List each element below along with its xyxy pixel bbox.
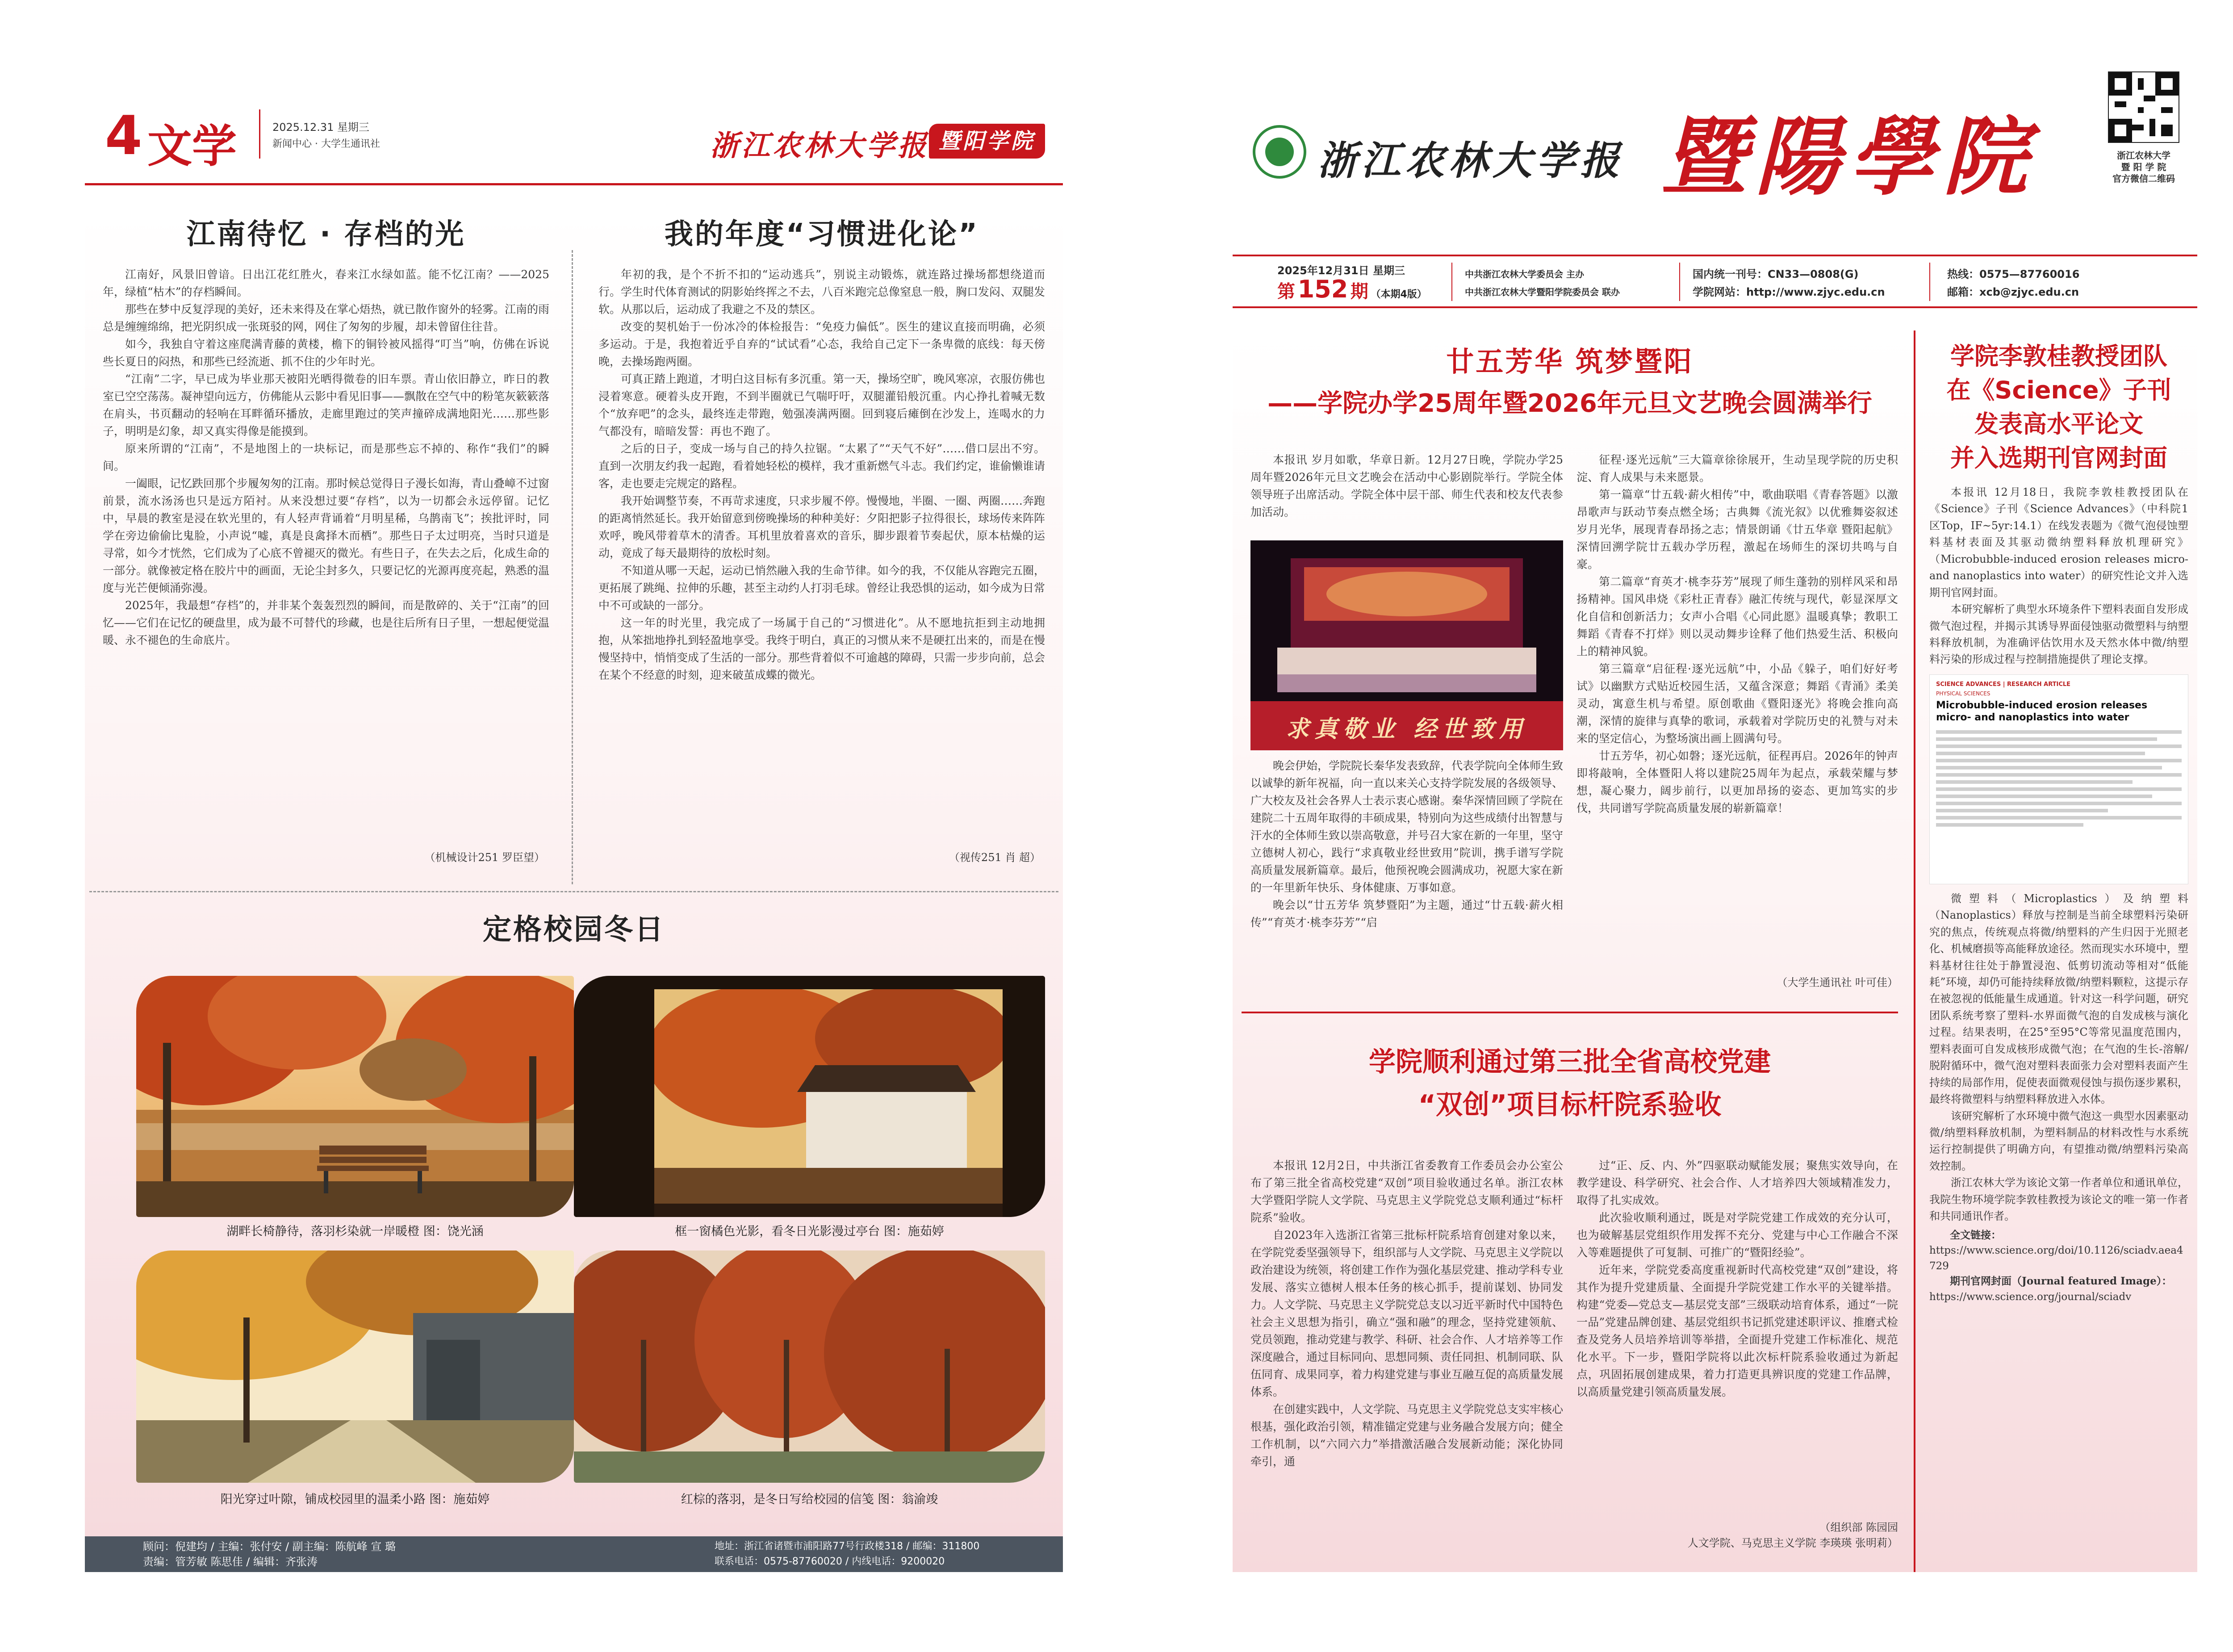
paragraph: 本报讯 12月2日，中共浙江省委教育工作委员会办公室公布了第三批全省高校党建“双创”项目验收通过名单。浙江农林大学暨阳学院人文学院、马克思主义学院党总支顺利通过“标杆院系”验收。	[1250, 1159, 1563, 1224]
qr-caption-line: 官方微信二维码	[2112, 173, 2175, 184]
paper-thumbnail	[1929, 674, 2188, 884]
text-line	[1936, 816, 2182, 820]
text-line	[1936, 773, 2182, 777]
info-divider	[1929, 263, 1930, 301]
article-credit: （机械设计251 罗臣望）	[424, 851, 545, 864]
article-jiangnan	[103, 210, 549, 649]
paragraph: 在创建实践中，人文学院、马克思主义学院党总支实牢核心根基，强化政治引领，精准锚定党建与业务融合发展方向；健全工作机制，以“六同六力”举措激活融合发展新动能；深化协同牵引，通	[1250, 1403, 1564, 1468]
paper-journal-header: SCIENCE ADVANCES | RESEARCH ARTICLE	[1936, 681, 2071, 688]
column-divider	[572, 250, 573, 884]
section-divider	[89, 891, 1058, 892]
article-body	[103, 266, 549, 649]
lead-title-line1: 廿五芳华 筑梦暨阳	[1446, 345, 1694, 378]
issue-date: 2025年12月31日 星期三	[1277, 264, 1405, 277]
paragraph: 本研究解析了典型水环境条件下塑料表面自发形成微气泡过程，并揭示其诱导界面侵蚀驱动微塑料与纳塑料释放机制，为准确评估饮用水及天然水体中微/纳塑料污染的形成过程与控制措施提供了理论支撑。	[1929, 603, 2188, 666]
photo-caption: 红棕的落羽，是冬日写给校园的信笺 图：翁渝竣	[681, 1493, 938, 1506]
paragraph: 晚会伊始，学院院长秦华发表致辞，代表学院向全体师生致以诚挚的新年祝福，向一直以来关心支持学院发展的各级领导、广大校友及社会各界人士表示衷心感谢。秦华深情回顾了学院在建院二十五周年取得的丰硕成果，特别向为这些成绩付出智慧与汗水的全体师生致以崇高敬意，并号召大家在新的一年里，坚守立德树人初心，践行“求真敬业经世致用”院训，携手谱写学院高质量发展新篇章。最后，他预祝晚会圆满成功，祝愿大家在新的一年里新年快乐、身体健康、万事如意。	[1250, 759, 1564, 894]
header-badge	[929, 124, 1045, 159]
photo-section-title: 定格校园冬日	[483, 913, 665, 946]
section-rule	[1242, 1012, 1898, 1013]
paragraph: 此次验收顺利通过，既是对学院党建工作成效的充分认可，也为破解基层党组织作用发挥不充分、党建与中心工作融合不深入等难题提供了可复制、可推广的“暨阳经验”。	[1576, 1211, 1898, 1259]
issue-info-band	[1233, 255, 2197, 308]
paragraph: “江南”二字，早已成为毕业那天被阳光晒得微卷的旧车票。青山依旧静立，昨日的教室已空空荡荡。凝神望向远方，仿佛能从云影中看见旧事——飘散在空气中的粉笔灰簌簌落在肩头，书页翻动的轻响在耳畔循环播放，走廊里跑过的笑声撞碎成满地阳光……那些影子，明明是幻象，却又真实得像是能摸到。	[103, 372, 550, 438]
paragraph: 廿五芳华，初心如磐；逐光远航，征程再启。2026年的钟声即将敲响，全体暨阳人将以建院25周年为起点，承载荣耀与梦想，凝心聚力，阔步前行，以更加昂扬的姿态、更加笃实的步伐，共同谱写学院高质量发展的崭新篇章！	[1576, 749, 1898, 815]
science-title	[1929, 339, 2188, 475]
page-number: 4	[105, 105, 142, 167]
issue-number-value: 152	[1297, 275, 1348, 303]
column-rule	[1914, 330, 1915, 1572]
paragraph: 之后的日子，变成一场与自己的持久拉锯。“太累了”“天气不好”……借口层出不穷。直到一次朋友约我一起跑，看着她轻松的模样，我才重新燃气斗志。我们约定，谁偷懒谁请客，走也要走完规定的路程。	[598, 442, 1045, 490]
photo-caption: 湖畔长椅静待，落羽杉染就一岸暖橙 图：饶光涵	[226, 1225, 484, 1238]
photo-red-cypress	[574, 1251, 1045, 1483]
text-line	[1936, 809, 2108, 812]
text-line	[1936, 766, 2162, 770]
paragraph: 晚会以“廿五芳华 筑梦暨阳”为主题，通过“廿五载·薪火相传”“育英才·桃李芬芳”“启	[1250, 899, 1563, 929]
photo-sunlit-path	[136, 1251, 574, 1483]
paper-category: PHYSICAL SCIENCES	[1936, 690, 1990, 697]
paragraph: 自2023年入选浙江省第三批标杆院系培育创建对象以来，在学院党委坚强领导下，组织部与人文学院、马克思主义学院以政治建设为统领，将创建工作作为强化基层党建、推动学科专业发展、落实立德树人根本任务的核心抓手，提前谋划、协同发力。人文学院、马克思主义学院党总支以习近平新时代中国特色社会主义思想为指引，确立“强和融”的理念，坚持党建领航、党员领跑，推动党建与教学、科研、社会合作、人才培养等工作深度融合，通过目标同向、思想同频、责任同担、机制同联、队伍同育、成果同享，着力构建党建与事业互融互促的高质量发展体系。	[1250, 1229, 1564, 1398]
lead-credit: （大学生通讯社 叶可佳）	[1777, 976, 1898, 989]
paragraph: 征程·逐光远航”三大篇章徐徐展开，生动呈现学院的历史积淀、育人成果与未来愿景。	[1576, 453, 1898, 484]
window-image	[574, 976, 1045, 1217]
paragraph: 第三篇章“启征程·逐光远航”中，小品《躲子，咱们好好考试》以幽默方式贴近校园生活，又蕴含深意；舞蹈《青涌》柔美灵动，寓意生机与希望。原创歌曲《暨阳逐光》将晚会推向高潮，深情的旋律与真挚的歌词，承载着对学院历史的礼赞与对未来的坚定信心，为整场演出画上圆满句号。	[1576, 662, 1898, 745]
lead-column-1-continued	[1250, 757, 1563, 931]
contact-info	[1947, 265, 2079, 301]
lead-column-2	[1576, 451, 1898, 817]
paragraph: 本报讯 12月18日，我院李敦桂教授团队在《Science》子刊《Science Advances》（中科院1区Top，IF~5yr:14.1）在线发表题为《微气泡侵蚀塑料基材表面及其驱动微纳塑料释放机理研究》（Microbubble-induced erosion releases micro- and nanoplastics into water）的研究性论文并入选期刊官网封面。	[1929, 486, 2188, 599]
footer-staff	[143, 1539, 396, 1569]
party-column-2	[1576, 1157, 1898, 1401]
issue-suffix: 期	[1350, 281, 1368, 302]
science-body	[1929, 484, 2188, 668]
website-link[interactable]: 学院网站：http://www.zjyc.edu.cn	[1693, 286, 1885, 298]
cover-link[interactable]: https://www.science.org/journal/sciadv	[1929, 1291, 2132, 1303]
paragraph: 如今，我独自守着这座爬满青藤的黄楼，檐下的铜铃被风摇得“叮当”响，仿佛在诉说些长夏日的闷热，和那些已经流逝、抓不住的少年时光。	[103, 338, 549, 368]
paragraph: 原来所谓的“江南”，不是地图上的一块标记，而是那些忘不掉的、称作“我们”的瞬间。	[103, 442, 549, 473]
logo-inner	[1265, 138, 1294, 166]
article-title: 我的年度“习惯进化论”	[664, 218, 979, 251]
page-header	[85, 105, 1063, 172]
link-label: 全文链接：	[1950, 1229, 2001, 1241]
credit-line: 人文学院、马克思主义学院 李瑛瑛 张明莉）	[1687, 1537, 1898, 1549]
header-rule	[85, 183, 1063, 185]
party-credit	[1576, 1518, 1898, 1550]
qr-caption-line: 浙江农林大学	[2117, 150, 2170, 161]
science-title-line: 在《Science》子刊	[1946, 376, 2171, 404]
photo-window-pavilion	[574, 976, 1045, 1217]
party-article-title	[1242, 1041, 1898, 1122]
paragraph: 不知道从哪一天起，运动已悄然融入我的生命节律。如今的我，不仅能从容跑完五圈，更拓展了跳绳、拉伸的乐趣，甚至主动约人打羽毛球。曾经让我恐惧的运动，如今成为日常中不可或缺的一部分。	[598, 564, 1045, 612]
info-divider	[1679, 263, 1680, 301]
page-footer	[85, 1536, 1063, 1572]
photo-lakeside-bench	[136, 976, 574, 1217]
sponsor-line: 中共浙江农林大学委员会 主办	[1465, 269, 1584, 280]
lead-article	[1242, 339, 1898, 419]
school-logo	[1253, 125, 1306, 179]
issue-prefix: 第	[1277, 281, 1295, 302]
paragraph: 该研究解析了水环境中微气泡这一典型水因素驱动微/纳塑料释放机制，为塑料制品的材料改性与水系统运行控制提供了明确方向，有望推动微/纳塑料污染高效控制。	[1929, 1109, 2188, 1172]
issue-note: （本期4版）	[1371, 289, 1427, 300]
paragraph: 本报讯 岁月如歌，华章日新。12月27日晚，学院办学25周年暨2026年元旦文艺晚会在活动中心影剧院举行。学院全体领导班子出席活动。学院全体中层干部、师生代表和校友代表参加活动。	[1250, 453, 1564, 519]
text-line	[1936, 752, 2145, 755]
calligraphy-title: 暨陽學院	[1661, 107, 2037, 207]
qr-code-icon[interactable]	[2108, 71, 2179, 143]
footer-line: 联系电话：0575-87760020 / 内线电话：9200020	[715, 1556, 945, 1567]
hotline: 热线：0575—87760016	[1947, 268, 2080, 280]
text-line	[1936, 759, 2182, 762]
paragraph: 我开始调整节奏，不再苛求速度，只求步履不停。慢慢地，半圈、一圈、两圈……奔跑的距离悄然延长。我开始留意到傍晚操场的种种美好：夕阳把影子拉得很长，球场传来阵阵欢呼，晚风带着草木的清香。耳机里放着喜欢的音乐，脚步跟着节奏起伏，原本枯燥的运动，竟成了每天最期待的放松时刻。	[598, 494, 1045, 560]
email-link[interactable]: 邮箱：xcb@zjyc.edu.cn	[1947, 286, 2079, 298]
fulltext-link[interactable]: https://www.science.org/doi/10.1126/sciadv.aea4729	[1929, 1245, 2183, 1272]
sponsor-line: 中共浙江农林大学暨阳学院委员会 联办	[1465, 287, 1620, 297]
article-title: 江南待忆 · 存档的光	[186, 218, 466, 251]
credit-line: （组织部 陈园园	[1819, 1521, 1898, 1534]
paragraph: 2025年，我最想“存档”的，并非某个轰轰烈烈的瞬间，而是散碎的、关于“江南”的回忆——它们在记忆的硬盘里，成为最不可替代的珍藏，也是往后所有日子里，一想起便觉温暖、永不褪色的生命底片。	[103, 599, 550, 647]
text-line	[1936, 744, 2182, 748]
publication-info	[1693, 265, 1885, 301]
text-line	[1936, 795, 2152, 798]
header-badge-text: 暨阳学院	[938, 129, 1035, 154]
science-body-continued	[1929, 891, 2188, 1225]
masthead	[1233, 71, 2197, 241]
paragraph: 第二篇章“育英才·桃李芬芳”展现了师生蓬勃的别样风采和昂扬精神。国风串烧《彩杜正青春》融汇传统与现代，彰显深厚文化自信和创新活力；女声小合唱《心同此愿》温暖真挚；教职工舞蹈《青春不打烊》则以灵动舞步诠释了他们热爱生活、积极向上的精神风貌。	[1576, 575, 1898, 658]
cypress-image	[574, 1251, 1045, 1483]
paragraph: 第一篇章“廿五载·薪火相传”中，歌曲联唱《青春答题》以激昂歌声与跃动节奏点燃全场；古典舞《流光叙》以优雅舞姿叙述岁月光华，展现青春昂扬之志；情景朗诵《廿五华章 暨阳起航》深情回溯学院廿五载办学历程，激起在场师生的深切共鸣与自豪。	[1576, 488, 1898, 571]
qr-caption	[2103, 150, 2184, 184]
text-line	[1936, 730, 2182, 734]
article-body	[598, 266, 1045, 684]
paragraph: 那些在梦中反复浮现的美好，还未来得及在掌心焐热，就已散作窗外的轻雾。江南的雨总是缠缠绵绵，把光阴织成一张斑驳的网，网住了匆匆的步履，却未曾留住往昔。	[103, 303, 550, 333]
paragraph: 改变的契机始于一份冰冷的体检报告：“免疫力偏低”。医生的建议直接而明确，必须多运动。于是，我抱着近乎自弃的“试试看”心态，我给自己定下一条卑微的底线：每天傍晚，去操场跑两圈。	[598, 320, 1045, 368]
lead-column-1	[1250, 451, 1563, 521]
header-date: 2025.12.31 星期三	[272, 121, 370, 134]
header-paper-name: 浙江农林大学报	[710, 129, 929, 163]
party-title-line1: 学院顺利通过第三批全省高校党建	[1369, 1046, 1771, 1078]
cover-label: 期刊官网封面（Journal featured Image）：	[1950, 1275, 2172, 1288]
footer-line: 责编：管芳敏 陈思佳 / 编辑：齐张涛	[143, 1556, 318, 1568]
section-name: 文学	[147, 120, 237, 172]
lakeside-image	[136, 976, 574, 1217]
qr-caption-line: 暨 阳 学 院	[2121, 162, 2166, 172]
paragraph: 年初的我，是个不折不扣的“运动逃兵”，别说主动锻炼，就连路过操场都想绕道而行。学生时代体育测试的阴影始终挥之不去，八百米跑完总像窒息一般，胸口发闷、双腿发软。从那以后，运动成了我避之不及的禁区。	[598, 268, 1045, 316]
issue-number	[1277, 275, 1427, 303]
text-line	[1936, 823, 2083, 827]
right-page	[1143, 0, 2233, 1652]
footer-line: 地址：浙江省诸暨市浦阳路77号行政楼318 / 邮编：311800	[715, 1541, 980, 1552]
paragraph: 这一年的时光里，我完成了一场属于自己的“习惯进化”。从不愿地抗拒到主动地拥抱，从笨拙地挣扎到轻盈地享受。我终于明白，真正的习惯从来不是硬扛出来的，而是在慢慢坚持中，悄悄变成了生活的一部分。那些背着似不可逾越的障碍，只需一步步向前，总会在某个不经意的时刻，迎来破茧成蝶的微光。	[598, 616, 1045, 682]
lead-photo-stage	[1250, 540, 1563, 750]
stage-banner-text: 求真敬业 经世致用	[1285, 715, 1528, 743]
party-column-1	[1250, 1157, 1563, 1470]
paragraph: 江南好，风景旧曾谙。日出江花红胜火，春来江水绿如蓝。能不忆江南？——2025年，绿植“枯木”的存档瞬间。	[103, 268, 549, 298]
qr-pattern	[2109, 72, 2179, 142]
paragraph: 近年来，学院党委高度重视新时代高校党建“双创”建设，将其作为提升党建质量、全面提升学院党建工作水平的关键举措。构建“党委—党总支—基层党支部”三级联动培育体系，通过“一院一品”党建品牌创建、基层党组织书记抓党建述职评议、推磨式检查及党务人员培养培训等举措，全面提升党建工作标准化、规范化水平。下一步，暨阳学院将以此次标杆院系验收通过为新起点，巩固拓展创建成果，着力打造更具辨识度的党建工作品牌，以高质量党建引领高质量发展。	[1576, 1263, 1898, 1398]
paper-name: 浙江农林大学报	[1317, 137, 1624, 184]
photo-caption: 阳光穿过叶隙，铺成校园里的温柔小路 图：施茹婷	[220, 1493, 490, 1506]
footer-contact	[715, 1539, 979, 1569]
science-title-line: 学院李敦桂教授团队	[1950, 342, 2167, 370]
party-title-line2: “双创”项目标杆院系验收	[1418, 1089, 1722, 1121]
paragraph: 可真正踏上跑道，才明白这目标有多沉重。第一天，操场空旷，晚风寒凉，衣服仿佛也浸着寒意。硬着头皮开跑，不到半圈就已气喘吁吁，双腿灌铅般沉重。内心挣扎着喊无数个“放弃吧”的念头，最终连走带跑，勉强凑满两圈。回到寝后瘫倒在沙发上，连喝水的力气都没有，暗暗发誓：再也不跑了。	[598, 372, 1045, 438]
text-line	[1936, 802, 2182, 805]
text-line	[1936, 780, 2133, 784]
photo-caption: 框一窗橘色光影，看冬日光影漫过亭台 图：施茹婷	[675, 1225, 944, 1238]
article-habit	[598, 210, 1045, 684]
science-title-line: 并入选期刊官网封面	[1950, 444, 2167, 472]
article-credit: （视传251 肖 超）	[949, 851, 1041, 864]
science-links	[1929, 1228, 2188, 1305]
info-divider	[1451, 263, 1452, 301]
paragraph: 过“正、反、内、外”四驱联动赋能发展；聚焦实效导向，在教学建设、科学研究、社会合作、人才培养四大领域精准发力，取得了扎实成效。	[1576, 1159, 1898, 1207]
science-title-line: 发表高水平论文	[1974, 410, 2143, 438]
cn-number: 国内统一刊号：CN33—0808(G)	[1693, 268, 1859, 280]
text-line	[1936, 737, 2157, 741]
text-line	[1936, 787, 2182, 791]
header-dept: 新闻中心 · 大学生通讯社	[272, 138, 380, 150]
paragraph: 微塑料（Microplastics）及纳塑料（Nanoplastics）释放与控制是当前全球塑料污染研究的焦点，传统观点将微/纳塑料的产生归因于光照老化、机械磨损等高能释放途径。然而现实水环境中，塑料基材往往处于静置浸泡、低剪切流动等相对“低能耗”环境，却仍可能持续释放微/纳塑料颗粒，这提示存在被忽视的低能量生成通道。针对这一科学问题，研究团队系统考察了塑料-水界面微气泡的自发成核与演化过程。结果表明，在25°至95°C等常见温度范围内，塑料表面可自发成核形成微气泡；在气泡的生长-溶解/脱附循环中，微气泡对塑料表面张力会对塑料表面产生持续的局部作用，促使表面微观侵蚀与损伤逐步累积，最终将微塑料与纳塑料释放进入水体。	[1929, 892, 2188, 1106]
paper-author-block	[1936, 730, 2182, 827]
path-image	[136, 1251, 574, 1483]
lead-title-line2: ——学院办学25周年暨2026年元旦文艺晚会圆满举行	[1267, 389, 1872, 418]
footer-line: 顾问：倪建均 / 主编：张付安 / 副主编：陈航峰 宣 璐	[143, 1540, 396, 1553]
header-divider	[259, 109, 260, 159]
paragraph: 浙江农林大学为该论文第一作者单位和通讯单位，我院生物环境学院李敦桂教授为该论文的唯一第一作者和共同通讯作者。	[1929, 1176, 2188, 1223]
paragraph: 一阖眼，记忆跌回那个步履匆匆的江南。那时候总觉得日子漫长如海，青山叠嶂不过窗前景，流水汤汤也只是远方陌衬。从来没想过要“存档”，以为一切都会永远停留。记忆中，早晨的教室是浸在软光里的，有人轻声背诵着“月明星稀，乌鹊南飞”；挨批评时，同学在旁边偷偷比鬼脸，小声说“嘘，真是良禽择木而栖”。那些日子太过明亮，当时只道是寻常，如今才恍然，它们成为了心底不曾褪灭的微光。有些日子，在失去之后，化成生命的一部分。就像被定格在胶片中的画面，无论尘封多久，只要记忆的光源再度亮起，熟悉的温度与光芒便倾涌弥漫。	[103, 477, 550, 594]
sponsors	[1465, 265, 1620, 301]
paper-title: Microbubble-induced erosion releases micro- and nanoplastics into water	[1936, 699, 2148, 724]
science-article	[1929, 339, 2188, 1305]
